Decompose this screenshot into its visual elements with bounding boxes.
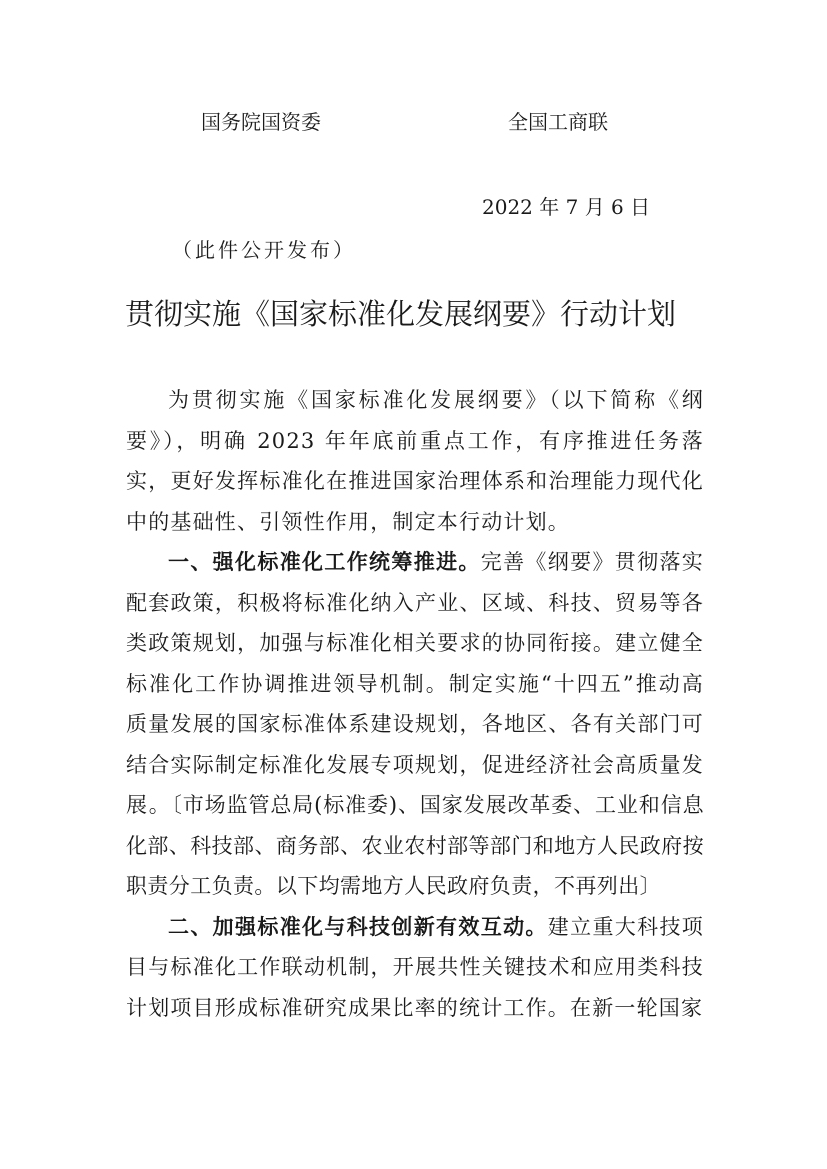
section-2-body: 建立重大科技项目与标准化工作联动机制，开展共性关键技术和应用类科技计划项目形成标准研究成果比率的统计工作。在新一轮国家 (126, 914, 704, 1020)
issuer-left: 国务院国资委 (201, 110, 321, 134)
release-note: （此件公开发布） (172, 238, 356, 262)
section-1-heading: 一、强化标准化工作统筹推进。 (168, 550, 481, 574)
section-1-responsibility: 〔市场监管总局(标准委)、国家发展改革委、工业和信息化部、科技部、商务部、农业农村部等部门和地方人民政府按职责分工负责。以下均需地方人民政府负责，不再列出〕 (126, 793, 704, 898)
intro-paragraph: 为贯彻实施《国家标准化发展纲要》（以下简称《纲要》），明确 2023 年年底前重点工作，有序推进任务落实，更好发挥标准化在推进国家治理体系和治理能力现代化中的基础性、引领性作用，制定本行动计划。 (126, 388, 704, 534)
section-2-paragraph (126, 907, 704, 1029)
document-title: 贯彻实施《国家标准化发展纲要》行动计划 (125, 297, 677, 331)
section-1-body: 完善《纲要》贯彻落实配套政策，积极将标准化纳入产业、区域、科技、贸易等各类政策规划，加强与标准化相关要求的协同衔接。建立健全标准化工作协调推进领导机制。制定实施“十四五”推动高质量发展的国家标准体系建设规划，各地区、各有关部门可结合实际制定标准化发展专项规划，促进经济社会高质量发展。 (126, 550, 704, 817)
section-1-paragraph (126, 542, 704, 907)
issuer-right: 全国工商联 (508, 110, 608, 134)
issue-date: 2022 年 7 月 6 日 (482, 195, 651, 219)
document-body (126, 380, 704, 1028)
section-2-heading: 二、加强标准化与科技创新有效互动。 (168, 914, 548, 939)
